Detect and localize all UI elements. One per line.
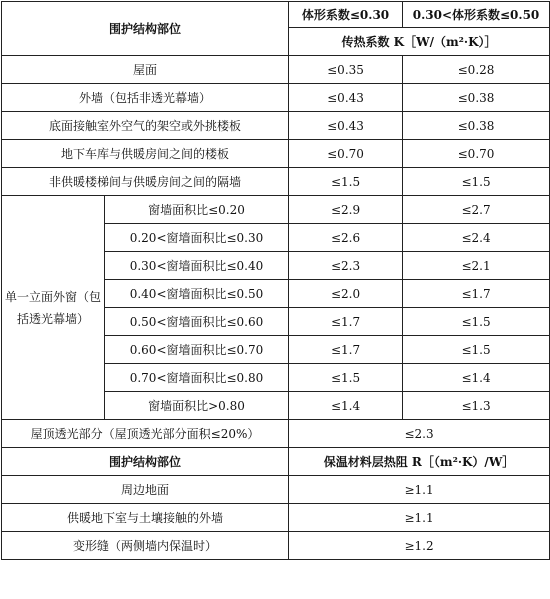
window-k-high: ≤1.7 (403, 280, 550, 308)
row-k-low: ≤0.35 (289, 56, 403, 84)
window-k-low: ≤1.5 (289, 364, 403, 392)
window-k-low: ≤1.7 (289, 336, 403, 364)
r-row (2, 532, 550, 560)
r-row-value: ≥1.1 (289, 504, 550, 532)
window-k-low: ≤1.4 (289, 392, 403, 420)
row-k-low: ≤0.43 (289, 112, 403, 140)
header-shape-low: 体形系数≤0.30 (289, 2, 403, 28)
header-k-unit: 传热系数 K［W/（m²·K）］ (289, 28, 550, 56)
window-ratio: 0.30<窗墙面积比≤0.40 (105, 252, 289, 280)
window-ratio: 0.40<窗墙面积比≤0.50 (105, 280, 289, 308)
row-part: 外墙（包括非透光幕墙） (2, 84, 289, 112)
r-row (2, 476, 550, 504)
row-k-high: ≤0.38 (403, 84, 550, 112)
window-k-low: ≤2.9 (289, 196, 403, 224)
window-ratio: 0.50<窗墙面积比≤0.60 (105, 308, 289, 336)
window-k-low: ≤2.6 (289, 224, 403, 252)
table-row (2, 168, 550, 196)
table-header-row (2, 2, 550, 28)
table-row (2, 140, 550, 168)
thermal-performance-table (1, 1, 550, 560)
window-ratio: 0.20<窗墙面积比≤0.30 (105, 224, 289, 252)
row-part: 地下车库与供暖房间之间的楼板 (2, 140, 289, 168)
window-k-high: ≤2.7 (403, 196, 550, 224)
window-ratio: 0.70<窗墙面积比≤0.80 (105, 364, 289, 392)
row-part: 非供暖楼梯间与供暖房间之间的隔墙 (2, 168, 289, 196)
window-group-label: 单一立面外窗（包括透光幕墙） (2, 196, 105, 420)
table-header-row-2 (2, 448, 550, 476)
window-k-high: ≤1.4 (403, 364, 550, 392)
header2-component: 围护结构部位 (2, 448, 289, 476)
window-row (2, 196, 550, 224)
header-shape-high: 0.30<体形系数≤0.50 (403, 2, 550, 28)
window-k-low: ≤2.3 (289, 252, 403, 280)
window-k-low: ≤1.7 (289, 308, 403, 336)
table-row (2, 112, 550, 140)
header2-r-unit: 保温材料层热阻 R［（m²·K）/W］ (289, 448, 550, 476)
table-row (2, 84, 550, 112)
table-row (2, 56, 550, 84)
row-k-high: ≤1.5 (403, 168, 550, 196)
row-part: 底面接触室外空气的架空或外挑楼板 (2, 112, 289, 140)
skylight-part: 屋顶透光部分（屋顶透光部分面积≤20%） (2, 420, 289, 448)
row-k-high: ≤0.28 (403, 56, 550, 84)
window-ratio: 0.60<窗墙面积比≤0.70 (105, 336, 289, 364)
row-part: 屋面 (2, 56, 289, 84)
row-k-low: ≤0.43 (289, 84, 403, 112)
row-k-low: ≤0.70 (289, 140, 403, 168)
window-k-high: ≤1.3 (403, 392, 550, 420)
row-k-low: ≤1.5 (289, 168, 403, 196)
window-ratio: 窗墙面积比>0.80 (105, 392, 289, 420)
header-component: 围护结构部位 (2, 2, 289, 56)
window-k-high: ≤2.4 (403, 224, 550, 252)
r-row (2, 504, 550, 532)
r-row-part: 变形缝（两侧墙内保温时） (2, 532, 289, 560)
window-k-high: ≤1.5 (403, 308, 550, 336)
window-ratio: 窗墙面积比≤0.20 (105, 196, 289, 224)
window-k-high: ≤2.1 (403, 252, 550, 280)
window-k-low: ≤2.0 (289, 280, 403, 308)
window-k-high: ≤1.5 (403, 336, 550, 364)
r-row-value: ≥1.1 (289, 476, 550, 504)
r-row-part: 供暖地下室与土壤接触的外墙 (2, 504, 289, 532)
row-k-high: ≤0.70 (403, 140, 550, 168)
skylight-row (2, 420, 550, 448)
r-row-value: ≥1.2 (289, 532, 550, 560)
skylight-k: ≤2.3 (289, 420, 550, 448)
r-row-part: 周边地面 (2, 476, 289, 504)
row-k-high: ≤0.38 (403, 112, 550, 140)
